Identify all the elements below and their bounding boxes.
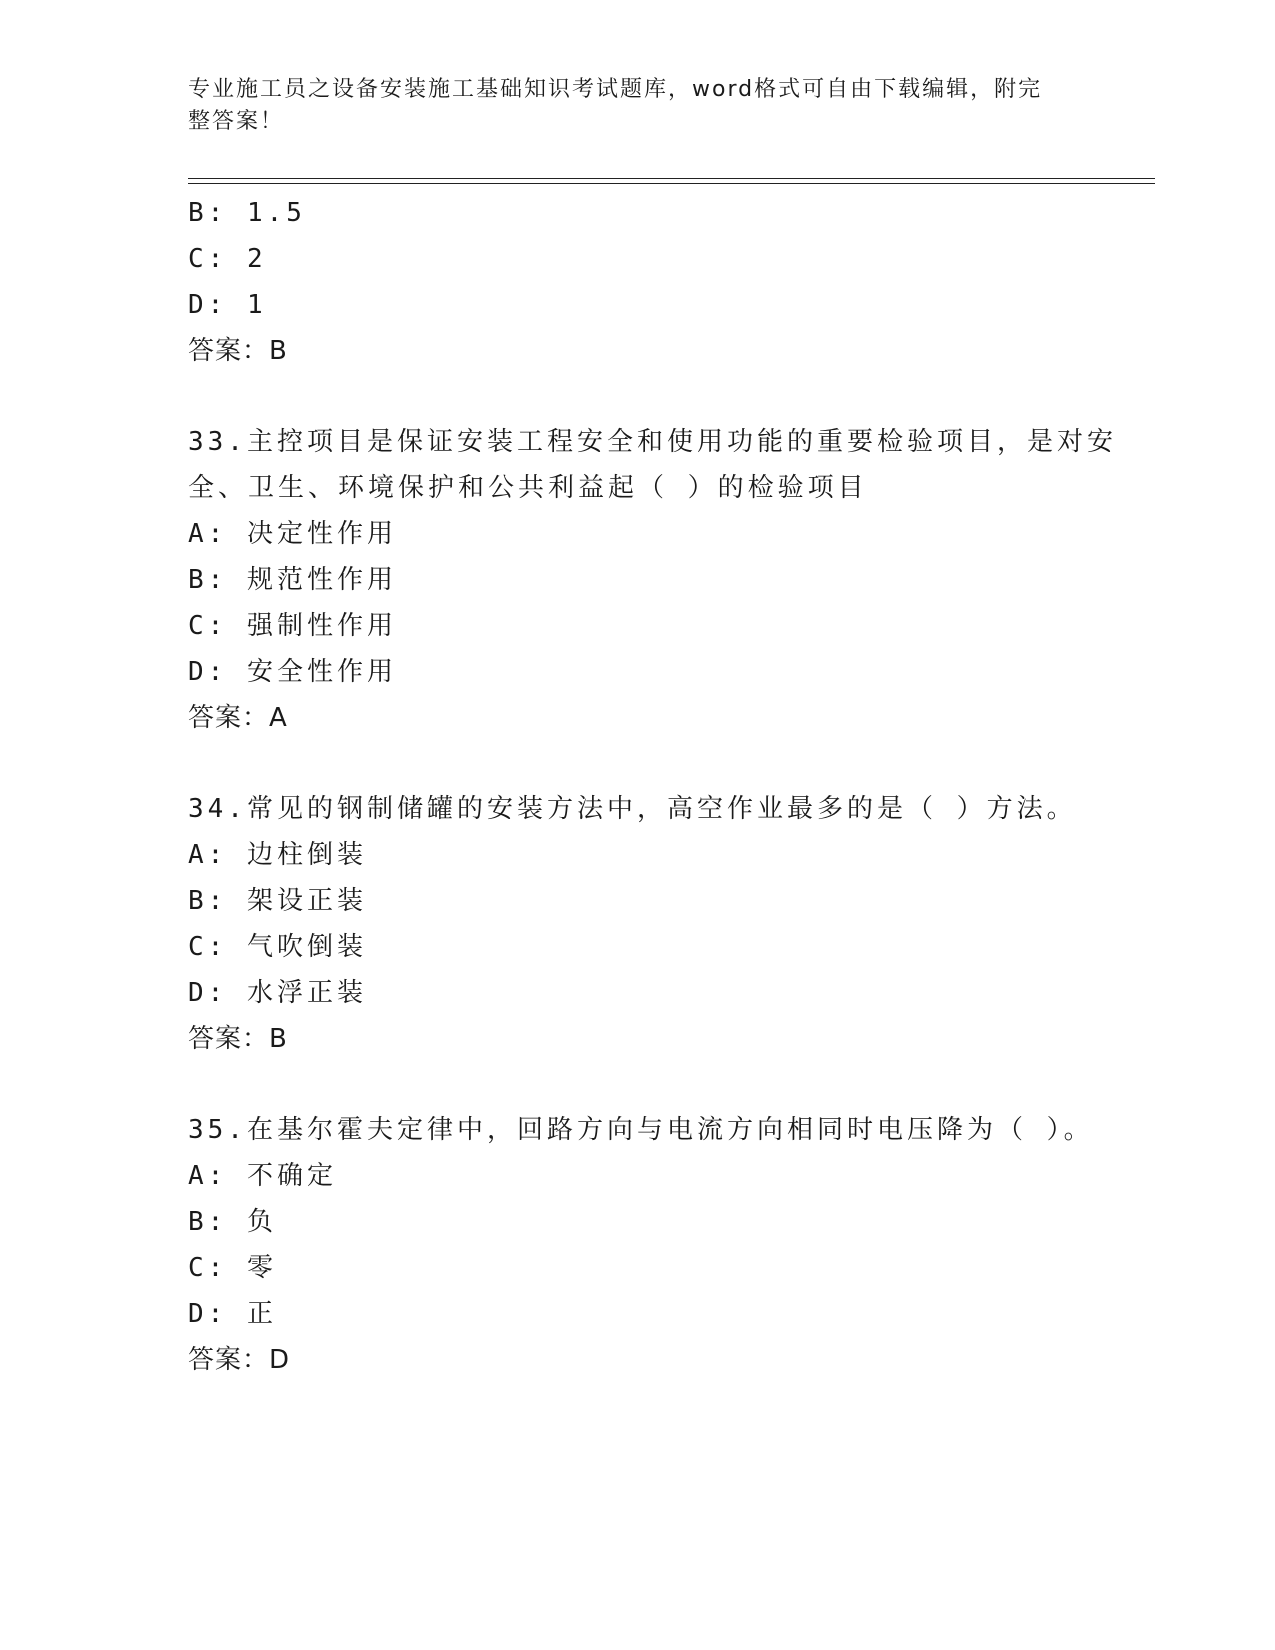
- option-d: D: 安全性作用: [188, 657, 397, 687]
- question-list: [188, 190, 1117, 1383]
- question-stem: 35.在基尔霍夫定律中，回路方向与电流方向相同时电压降为（ ）。: [188, 1115, 1094, 1145]
- header-divider-top: [188, 178, 1155, 179]
- answer-label: 答案：A: [188, 703, 288, 733]
- option-a: A: 不确定: [188, 1161, 337, 1191]
- question-stem: 33.主控项目是保证安装工程安全和使用功能的重要检验项目，是对安: [188, 427, 1117, 457]
- question-stem: 34.常见的钢制储罐的安装方法中，高空作业最多的是（ ）方法。: [188, 794, 1077, 824]
- answer-label: 答案：B: [188, 336, 288, 366]
- question-stem-continued: 全、卫生、环境保护和公共利益起（ ）的检验项目: [188, 473, 868, 503]
- option-c: C: 气吹倒装: [188, 932, 367, 962]
- header-title-line-2: 整答案！: [188, 109, 285, 134]
- option-d: D: 水浮正装: [188, 978, 367, 1008]
- answer-label: 答案：D: [188, 1345, 291, 1375]
- header-title-line-1: 专业施工员之设备安装施工基础知识考试题库，word格式可自由下载编辑，附完: [188, 77, 1043, 102]
- answer-label: 答案：B: [188, 1024, 288, 1054]
- question-34: [188, 786, 1088, 1062]
- option-c: C: 零: [188, 1253, 277, 1283]
- option-c: C: 强制性作用: [188, 611, 397, 641]
- option-b: B: 架设正装: [188, 886, 367, 916]
- option-b: B: 规范性作用: [188, 565, 397, 595]
- option-b: B: 1.5: [188, 198, 306, 228]
- option-d: D: 1: [188, 290, 267, 320]
- option-b: B: 负: [188, 1207, 277, 1237]
- question-32-tail: [188, 190, 1088, 374]
- option-c: C: 2: [188, 244, 267, 274]
- question-35: [188, 1107, 1094, 1383]
- option-a: A: 边柱倒装: [188, 840, 367, 870]
- header-divider-bottom: [188, 183, 1155, 184]
- option-a: A: 决定性作用: [188, 519, 397, 549]
- question-33: [188, 419, 1117, 741]
- document-header: [188, 74, 1068, 138]
- option-d: D: 正: [188, 1299, 277, 1329]
